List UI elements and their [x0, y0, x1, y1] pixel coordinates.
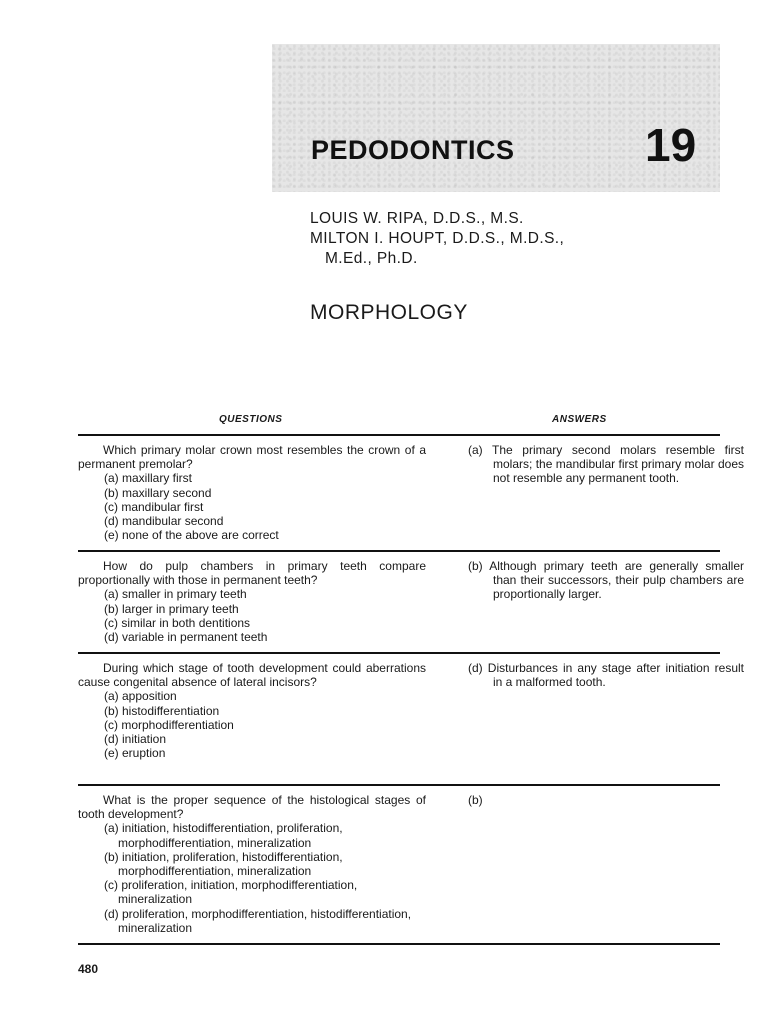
question-stem: What is the proper sequence of the histological stages of tooth development? — [78, 793, 426, 822]
answer: (b) Although primary teeth are generally smaller than their successors, their pulp chambers are proportionally larger. — [468, 559, 744, 602]
chapter-title: PEDODONTICS — [311, 135, 515, 165]
question — [78, 661, 426, 760]
question-option: (b) initiation, proliferation, histodifferentiation, morphodifferentiation, mineralization — [104, 849, 343, 879]
divider — [78, 434, 720, 436]
question — [78, 793, 426, 935]
question-option: (b) histodifferentiation — [104, 703, 220, 718]
question-option: (b) larger in primary teeth — [104, 601, 239, 616]
qa-item — [78, 550, 744, 645]
answer: (b) — [468, 793, 483, 807]
divider — [78, 652, 720, 654]
author-line: MILTON I. HOUPT, D.D.S., M.D.S., — [310, 230, 565, 247]
question-option: (c) proliferation, initiation, morphodifferentiation, mineralization — [104, 878, 358, 907]
question-option: (d) variable in permanent teeth — [104, 630, 268, 645]
question-stem: During which stage of tooth development could aberrations cause congenital absence of lateral incisors? — [78, 661, 426, 690]
answer: (a) The primary second molars resemble first molars; the mandibular first primary molar does not resemble any permanent tooth. — [468, 443, 744, 486]
question-option: (a) apposition — [104, 689, 177, 704]
answer: (d) Disturbances in any stage after initiation result in a malformed tooth. — [468, 661, 744, 690]
question-option: (b) maxillary second — [104, 485, 212, 500]
question-option: (e) eruption — [104, 746, 166, 761]
section-title: MORPHOLOGY — [310, 301, 468, 324]
question-option: (e) none of the above are correct — [104, 528, 279, 543]
chapter-number: 19 — [645, 119, 697, 171]
question-option: (a) initiation, histodifferentiation, proliferation, morphodifferentiation, mineralization — [104, 821, 343, 850]
page-number: 480 — [78, 962, 99, 976]
bottom-divider — [78, 943, 720, 945]
author-line: LOUIS W. RIPA, D.D.S., M.S. — [310, 210, 524, 227]
question-option: (d) mandibular second — [104, 514, 224, 529]
author-list — [310, 209, 564, 269]
question-option: (c) mandibular first — [104, 499, 204, 514]
questions-column-header: QUESTIONS — [219, 414, 283, 425]
question-option: (a) maxillary first — [104, 471, 193, 486]
question-stem: Which primary molar crown most resembles the crown of a permanent premolar? — [78, 443, 426, 472]
qa-item — [78, 652, 744, 761]
divider — [78, 784, 720, 786]
qa-item — [78, 784, 720, 935]
answers-column-header: ANSWERS — [552, 414, 607, 425]
question — [78, 443, 426, 542]
question-option: (d) initiation — [104, 732, 167, 747]
question — [78, 559, 426, 644]
question-option: (c) similar in both dentitions — [104, 615, 251, 630]
question-stem: How do pulp chambers in primary teeth compare proportionally with those in permanent teeth? — [78, 559, 426, 588]
divider — [78, 550, 720, 552]
question-option: (c) morphodifferentiation — [104, 717, 234, 732]
question-option: (d) proliferation, morphodifferentiation, histodifferentiation, mineralization — [104, 906, 412, 935]
qa-item — [78, 434, 744, 543]
author-line: M.Ed., Ph.D. — [325, 250, 418, 267]
question-option: (a) smaller in primary teeth — [104, 587, 247, 602]
